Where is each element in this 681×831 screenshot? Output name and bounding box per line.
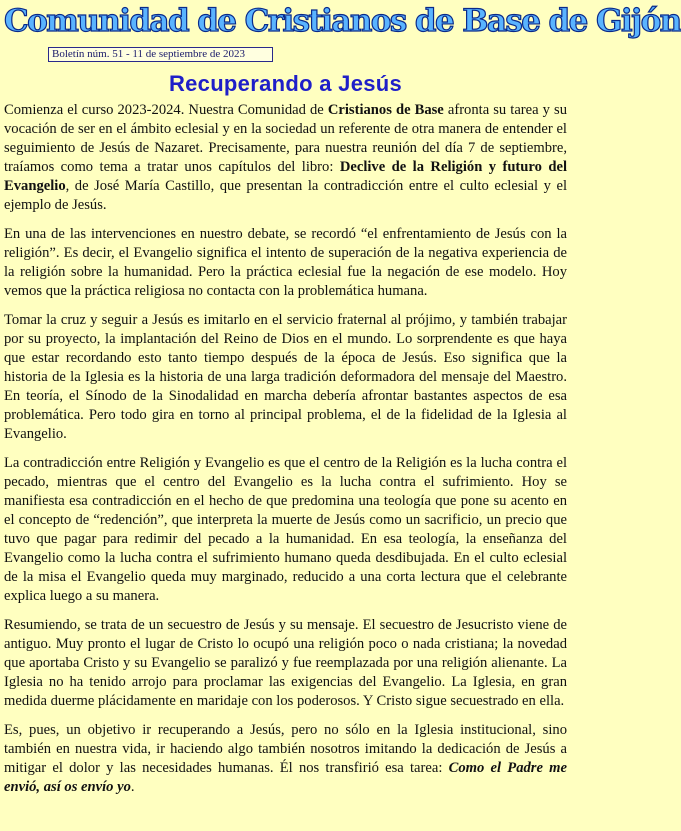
paragraph-1-bold-community: Cristianos de Base (327, 102, 444, 118)
issue-label: Boletín núm. 51 - 11 de septiembre de 2023 (48, 47, 273, 62)
paragraph-1 (4, 101, 567, 215)
article-body (4, 101, 567, 797)
article-title: Recuperando a Jesús (168, 71, 403, 96)
masthead (4, 0, 681, 70)
paragraph-1-text-e: , de José María Castillo, que presentan la contradicción entre el culto eclesial y el ejemplo de Jesús. (4, 178, 567, 213)
paragraph-1-text-c: afronta su tarea y su vocación de ser en el ámbito eclesial y en la sociedad un referente de otra manera de entender el seguimiento de Jesús de Nazaret. Precisamente, para nuestra reunión del día 7 de septiembre, traíamos como tema a tratar unos capítulos del libro: (4, 102, 567, 175)
paragraph-1-bold-book-title: Declive de la Religión y futuro del Evangelio (4, 159, 567, 194)
paragraph-6-quote: Como el Padre me envió, así os envío yo (4, 760, 568, 795)
paragraph-1-text-a: Comienza el curso 2023-2024. Nuestra Comunidad de (4, 102, 328, 118)
paragraph-6 (4, 721, 567, 797)
paragraph-5: Resumiendo, se trata de un secuestro de Jesús y su mensaje. El secuestro de Jesucristo viene de antiguo. Muy pronto el lugar de Cristo lo ocupó una religión poco o nada cristiana; la novedad que aportaba Cristo y su Evangelio se paralizó y fue reemplazada por una religión alienante. La Iglesia no ha tenido arrojo para proclamar las exigencias del Evangelio. La Iglesia, en gran medida duerme plácidamente en maridaje con los poderosos. Y Cristo sigue secuestrado en ella. (4, 617, 567, 709)
paragraph-6-text-a: Es, pues, un objetivo ir recuperando a Jesús, pero no sólo en la Iglesia institucional, sino también en nuestra vida, ir haciendo algo también nosotros imitando la dedicación de Jesús a mitigar el dolor y las necesidades humanas. Él nos transfirió esa tarea: (4, 722, 567, 776)
paragraph-4: La contradicción entre Religión y Evangelio es que el centro de la Religión es la lucha contra el pecado, mientras que el centro del Evangelio es la lucha contra el sufrimiento. Hoy se manifiesta esa contradicción en el hecho de que predomina una teología que pone su acento en el concepto de “redención”, que interpreta la muerte de Jesús como un sacrificio, un precio que tuvo que pagar para redimir del pecado a la humanidad. En esa teología, la enseñanza del Evangelio como la lucha contra el sufrimiento humano queda desdibujada. En el culto eclesial de la misa el Evangelio queda muy marginado, reducido a una corta lectura que el celebrante explica luego a su manera. (4, 455, 567, 604)
masthead-title: Comunidad de Cristianos de Base de Gijón (4, 3, 681, 39)
paragraph-3: Tomar la cruz y seguir a Jesús es imitarlo en el servicio fraternal al prójimo, y también trabajar por su proyecto, la implantación del Reino de Dios en el mundo. Lo sorprendente es que haya que estar recordando esto tanto tiempo después de la época de Jesús. Eso significa que la historia de la Iglesia es la historia de una larga tradición deformadora del mensaje del Maestro. En teoría, el Sínodo de la Sinodalidad en marcha debería afrontar bastantes aspectos de esa problemática. Pero todo gira en torno al principal problema, el de la fidelidad de la Iglesia al Evangelio. (4, 312, 567, 442)
paragraph-6-text-c: . (130, 779, 135, 795)
paragraph-2: En una de las intervenciones en nuestro debate, se recordó “el enfrentamiento de Jesús con la religión”. Es decir, el Evangelio significa el intento de superación de la negativa experiencia de la religión sobre la humanidad. Pero la práctica eclesial fue la negación de ese modelo. Hoy vemos que la práctica religiosa no contacta con la problemática humana. (4, 226, 567, 299)
